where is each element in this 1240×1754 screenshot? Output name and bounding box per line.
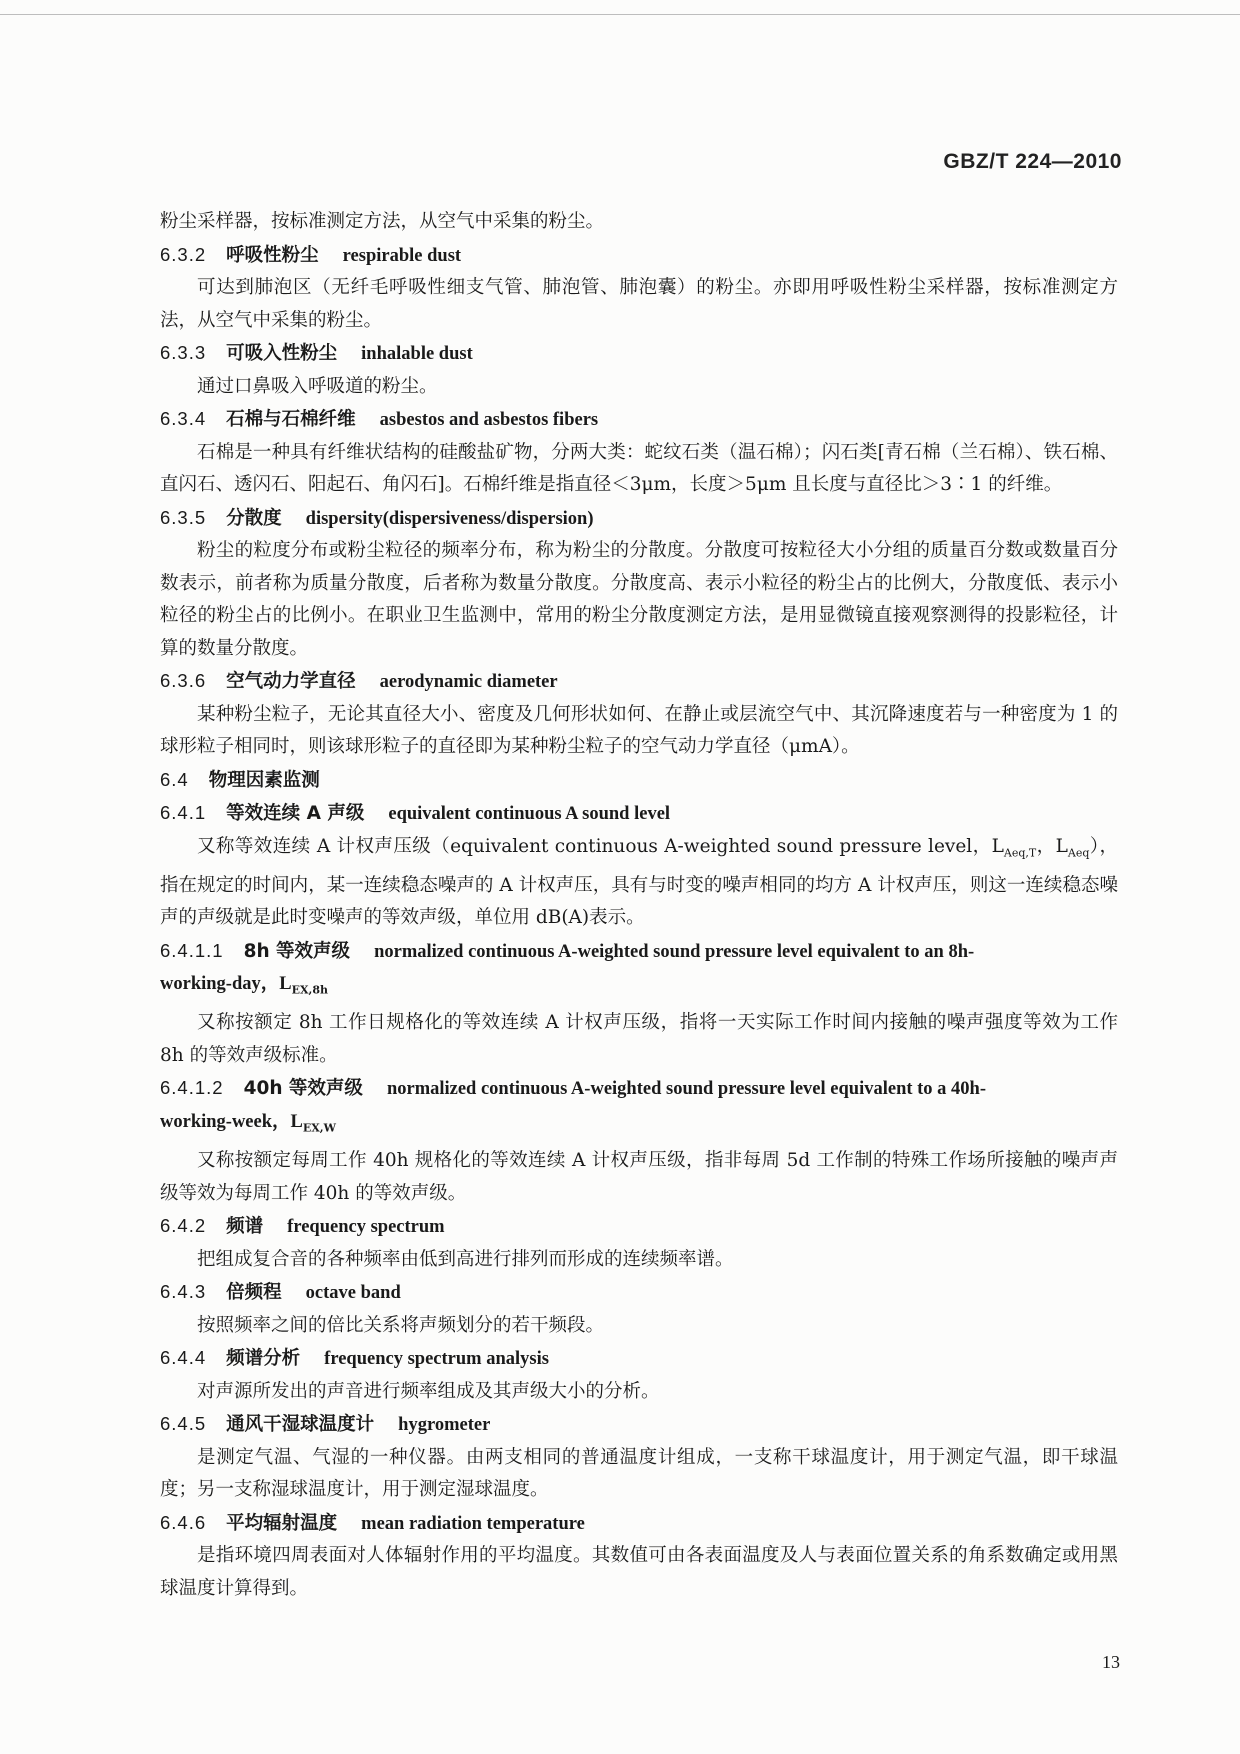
clause-number: 6.4.3 bbox=[160, 1281, 207, 1303]
term-en: octave band bbox=[305, 1283, 401, 1304]
clause-number: 6.4.2 bbox=[160, 1215, 207, 1237]
definition-6-3-3: 通过口鼻吸入呼吸道的粉尘。 bbox=[197, 375, 438, 397]
document-body bbox=[160, 206, 1118, 1605]
definition-6-4-6: 是指环境四周表面对人体辐射作用的平均温度。其数值可由各表面温度及人与表面位置关系的角系数确定或用黑球温度计算得到。 bbox=[160, 1545, 1118, 1599]
term-zh: 可吸入性粉尘 bbox=[226, 343, 338, 364]
entry-6-4-1-1 bbox=[160, 935, 1118, 969]
term-en: asbestos and asbestos fibers bbox=[379, 410, 599, 430]
term-en: hygrometer bbox=[398, 1415, 491, 1436]
subscript: EX,W bbox=[302, 1121, 336, 1135]
page-number: 13 bbox=[1102, 1652, 1120, 1672]
clause-number: 6.3.6 bbox=[160, 670, 207, 691]
term-zh: 频谱分析 bbox=[226, 1348, 301, 1370]
definition-text: ），指在规定的时间内，某一连续稳态噪声的 A 计权声压，具有与时变的噪声相同的均方 A 计权声压，则这一连续稳态噪声的声级就是此时变噪声的等效声级，单位用 dB(A)表示。 bbox=[160, 835, 1118, 929]
clause-number: 6.3.2 bbox=[160, 243, 207, 265]
clause-number: 6.3.5 bbox=[160, 506, 207, 528]
term-en: working-week，L bbox=[160, 1111, 303, 1132]
entry-6-4-6 bbox=[160, 1507, 1118, 1541]
entry-6-4-4 bbox=[160, 1342, 1118, 1376]
term-zh: 分散度 bbox=[226, 507, 282, 529]
term-en: frequency spectrum bbox=[287, 1217, 445, 1238]
definition-6-4-1-2: 又称按额定每周工作 40h 规格化的等效连续 A 计权声压级，指非每周 5d 工作制的特殊工作场所接触的噪声声级等效为每周工作 40h 的等效声级。 bbox=[160, 1150, 1118, 1204]
clause-number: 6.4.6 bbox=[160, 1511, 207, 1533]
subscript: Aeq,T bbox=[1003, 846, 1037, 860]
term-en: working-day，L bbox=[160, 974, 292, 995]
continued-text: 粉尘采样器，按标准测定方法，从空气中采集的粉尘。 bbox=[160, 211, 605, 232]
term-zh: 倍频程 bbox=[226, 1282, 282, 1304]
definition-6-4-1 bbox=[160, 831, 1118, 935]
term-zh: 石棉与石棉纤维 bbox=[226, 409, 356, 430]
definition-6-4-4: 对声源所发出的声音进行频率组成及其声级大小的分析。 bbox=[197, 1380, 660, 1402]
definition-6-4-1-1: 又称按额定 8h 工作日规格化的等效连续 A 计权声压级，指将一天实际工作时间内接触的噪声强度等效为工作 8h 的等效声级标准。 bbox=[160, 1012, 1118, 1066]
term-en: normalized continuous A-weighted sound pressure level equivalent to an 8h- bbox=[374, 941, 975, 962]
definition-6-4-2: 把组成复合音的各种频率由低到高进行排列而形成的连续频率谱。 bbox=[197, 1248, 734, 1270]
definition-6-4-5: 是测定气温、气湿的一种仪器。由两支相同的普通温度计组成，一支称干球温度计，用于测定气温，即干球温度；另一支称湿球温度计，用于测定湿球温度。 bbox=[160, 1446, 1118, 1501]
term-zh: 频谱 bbox=[226, 1216, 264, 1238]
definition-text: ，L bbox=[1036, 835, 1068, 857]
term-en: equivalent continuous A sound level bbox=[388, 804, 671, 824]
entry-6-3-4 bbox=[160, 403, 1118, 437]
entry-6-4-3 bbox=[160, 1276, 1118, 1310]
definition-text: 又称等效连续 A 计权声压级（equivalent continuous A-weighted sound pressure level，L bbox=[197, 835, 1004, 857]
clause-number: 6.3.3 bbox=[160, 342, 207, 363]
entry-6-3-2 bbox=[160, 239, 1118, 273]
term-zh: 通风干湿球温度计 bbox=[226, 1414, 375, 1436]
term-en: respirable dust bbox=[342, 245, 462, 266]
definition-6-3-4: 石棉是一种具有纤维状结构的硅酸盐矿物，分两大类：蛇纹石类（温石棉）；闪石类[青石棉（兰石棉）、铁石棉、直闪石、透闪石、阳起石、角闪石]。石棉纤维是指直径＜3μm，长度＞5μm 且长度与直径比＞3∶1 的纤维。 bbox=[160, 441, 1118, 495]
entry-6-4-1-2-cont bbox=[160, 1106, 1118, 1145]
definition-6-3-6: 某种粉尘粒子，无论其直径大小、密度及几何形状如何、在静止或层流空气中、其沉降速度若与一种密度为 1 的球形粒子相同时，则该球形粒子的直径即为某种粉尘粒子的空气动力学直径（μmA）。 bbox=[160, 703, 1118, 757]
definition-6-3-5: 粉尘的粒度分布或粉尘粒径的频率分布，称为粉尘的分散度。分散度可按粒径大小分组的质量百分数或数量百分数表示，前者称为质量分散度，后者称为数量分散度。分散度高、表示小粒径的粉尘占的比例大，分散度低、表示小粒径的粉尘占的比例小。在职业卫生监测中，常用的粉尘分散度测定方法，是用显微镜直接观察测得的投影粒径，计算的数量分散度。 bbox=[160, 540, 1118, 659]
scan-edge-line bbox=[0, 14, 1240, 15]
clause-number: 6.4.1 bbox=[160, 802, 207, 823]
entry-6-3-5 bbox=[160, 502, 1118, 536]
term-en: inhalable dust bbox=[361, 344, 473, 364]
entry-6-4-5 bbox=[160, 1408, 1118, 1442]
clause-number: 6.4 bbox=[160, 768, 189, 790]
entry-6-4-1-1-cont bbox=[160, 968, 1118, 1007]
entry-6-3-3 bbox=[160, 337, 1118, 371]
term-zh: 等效连续 A 声级 bbox=[226, 803, 365, 824]
term-zh: 40h 等效声级 bbox=[243, 1078, 363, 1100]
clause-number: 6.3.4 bbox=[160, 408, 207, 429]
definition-6-4-3: 按照频率之间的倍比关系将声频划分的若干频段。 bbox=[197, 1314, 605, 1336]
term-zh: 呼吸性粉尘 bbox=[226, 244, 319, 266]
term-zh: 空气动力学直径 bbox=[226, 671, 356, 692]
entry-6-3-6 bbox=[160, 665, 1118, 699]
term-en: dispersity(dispersiveness/dispersion) bbox=[305, 508, 594, 529]
entry-6-4-1-2 bbox=[160, 1072, 1118, 1106]
clause-number: 6.4.5 bbox=[160, 1413, 207, 1435]
term-zh: 平均辐射温度 bbox=[226, 1512, 338, 1534]
clause-number: 6.4.1.1 bbox=[160, 939, 224, 961]
section-title: 物理因素监测 bbox=[208, 769, 320, 791]
entry-6-4-2 bbox=[160, 1210, 1118, 1244]
subscript: Aeq bbox=[1067, 846, 1090, 860]
entry-6-4-1 bbox=[160, 797, 1118, 831]
term-en: mean radiation temperature bbox=[361, 1513, 585, 1534]
term-en: frequency spectrum analysis bbox=[324, 1349, 549, 1370]
clause-number: 6.4.1.2 bbox=[160, 1077, 224, 1099]
subscript: EX,8h bbox=[291, 983, 328, 997]
section-6-4 bbox=[160, 764, 1118, 798]
standard-code: GBZ/T 224—2010 bbox=[943, 150, 1122, 173]
definition-6-3-2: 可达到肺泡区（无纤毛呼吸性细支气管、肺泡管、肺泡囊）的粉尘。亦即用呼吸性粉尘采样器，按标准测定方法，从空气中采集的粉尘。 bbox=[160, 277, 1118, 331]
term-en: aerodynamic diameter bbox=[379, 672, 558, 692]
term-en: normalized continuous A-weighted sound pressure level equivalent to a 40h- bbox=[386, 1079, 987, 1100]
clause-number: 6.4.4 bbox=[160, 1347, 207, 1369]
term-zh: 8h 等效声级 bbox=[243, 940, 351, 962]
